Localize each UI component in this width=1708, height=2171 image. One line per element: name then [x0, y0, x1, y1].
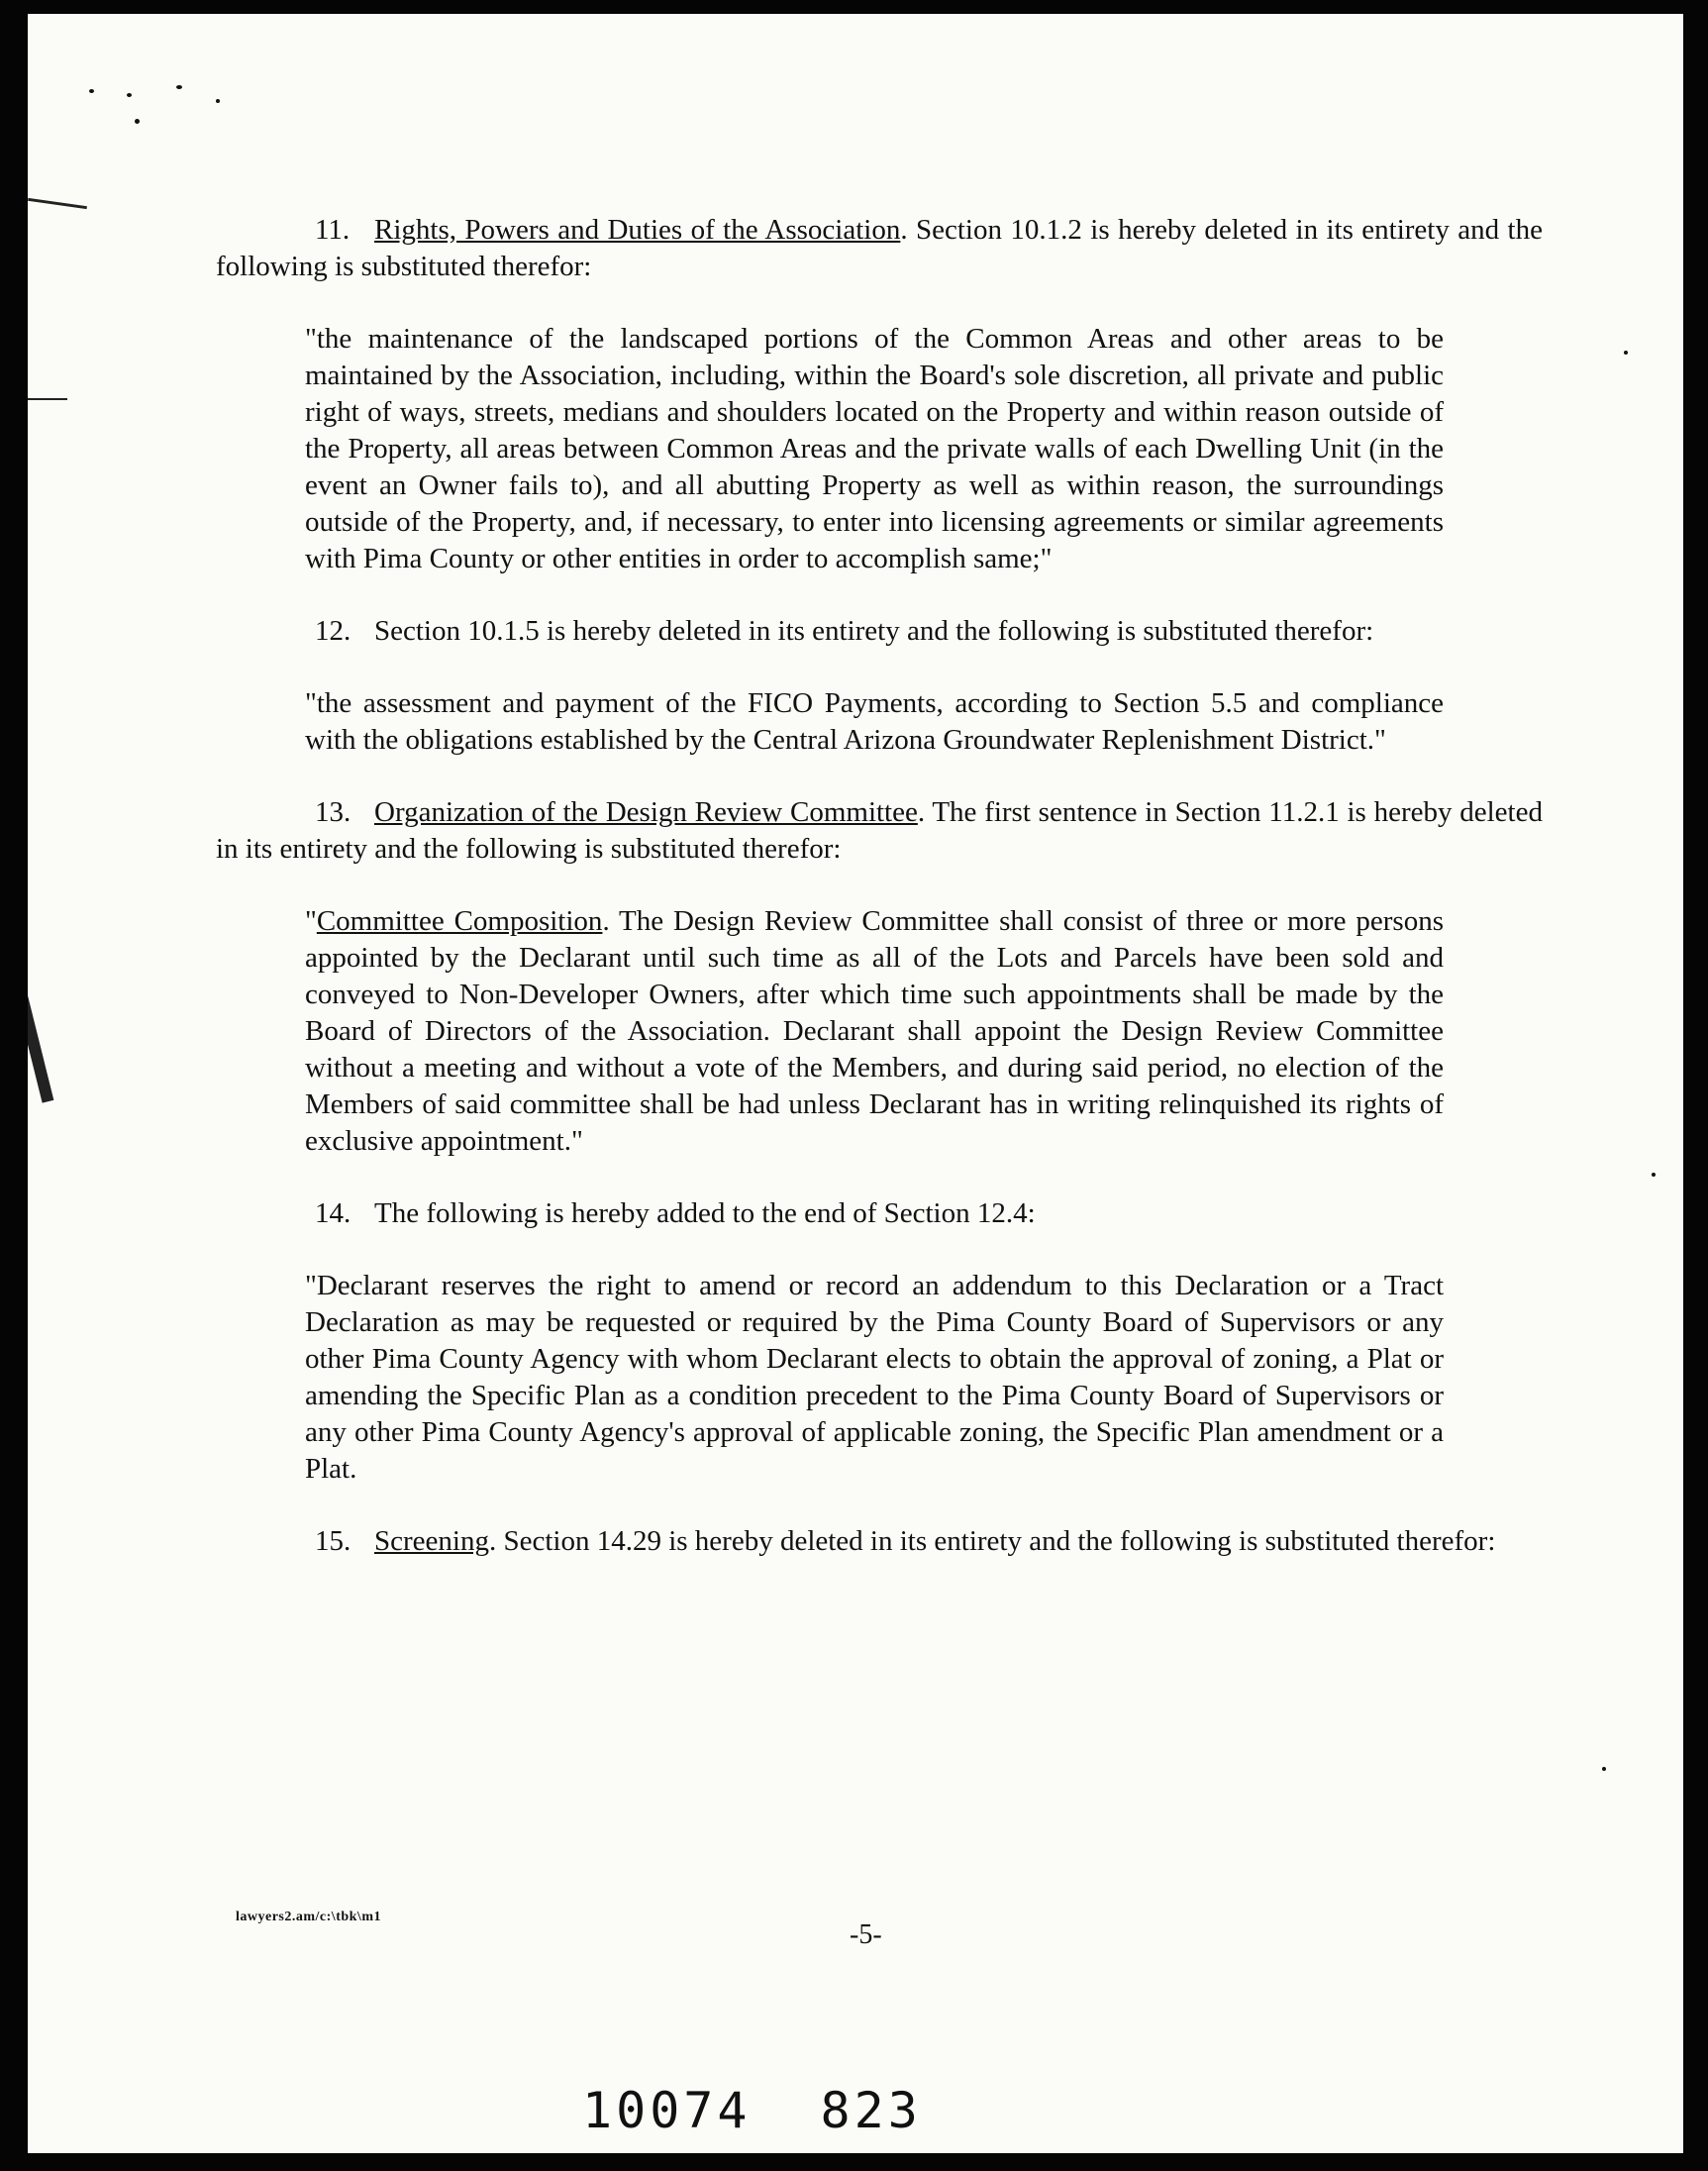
section-13 — [216, 794, 1543, 1160]
scan-edge-mark — [28, 984, 53, 1102]
document-page — [28, 14, 1683, 2153]
section-heading: Rights, Powers and Duties of the Association — [374, 214, 901, 246]
scan-speck — [89, 89, 94, 93]
document-body — [216, 212, 1543, 1596]
scan-speck — [127, 93, 132, 97]
section-14-quote: "Declarant reserves the right to amend or record an addendum to this Declaration or a Tract Declaration as may be requested or required by the Pima County Board of Supervisors or any other Pima County Agency with whom Declarant elects to obtain the approval of zoning, a Plat or amending the Specific Plan as a condition precedent to the Pima County Board of Supervisors or any other Pima County Agency's approval of applicable zoning, the Specific Plan amendment or a Plat. — [305, 1270, 1444, 1485]
scan-speck — [135, 119, 140, 124]
section-number: 15. — [315, 1525, 352, 1557]
section-11-quote: "the maintenance of the landscaped portions of the Common Areas and other areas to be maintained by the Association, including, within the Board's sole discretion, all private and public right of ways, streets, medians and shoulders located on the Property and within reason outside of the Property, all areas between Common Areas and the private walls of each Dwelling Unit (in the event an Owner fails to), and all abutting Property as well as within reason, the surroundings outside of the Property, and, if necessary, to enter into licensing agreements or similar agreements with Pima County or other entities in order to accomplish same;" — [305, 323, 1444, 574]
section-13-quote — [305, 903, 1444, 1160]
section-intro: Section 10.1.5 is hereby deleted in its entirety and the following is substituted therefor: — [374, 615, 1374, 647]
recording-stamp — [582, 2082, 991, 2139]
section-12-quote: "the assessment and payment of the FICO Payments, according to Section 5.5 and compliance with the obligations established by the Central Arizona Groundwater Replenishment District." — [305, 687, 1444, 756]
section-heading: Screening — [374, 1525, 489, 1557]
footer-page-number: -5- — [850, 1919, 882, 1950]
scan-speck — [1652, 1173, 1656, 1177]
section-11 — [216, 212, 1543, 577]
section-number: 11. — [315, 214, 351, 246]
quote-open-mark: " — [305, 905, 317, 937]
scan-edge-mark — [28, 398, 67, 400]
scan-speck — [1602, 1767, 1606, 1771]
scan-speck — [176, 85, 182, 89]
scan-speck — [216, 99, 220, 103]
scan-speck — [1624, 351, 1628, 355]
section-heading: Organization of the Design Review Committee — [374, 796, 918, 828]
section-number: 12. — [315, 615, 352, 647]
section-15-paragraph — [216, 1523, 1543, 1560]
stamp-book-number: 10074 — [582, 2082, 752, 2139]
section-intro: . Section 14.29 is hereby deleted in its entirety and the following is substituted therefor: — [488, 1525, 1496, 1557]
section-14 — [216, 1195, 1543, 1488]
footer-file-path: lawyers2.am/c:\tbk\m1 — [236, 1910, 381, 1924]
section-intro: . Section 10.1.2 is hereby deleted in its entirety and the following is substituted therefor: — [216, 214, 1543, 282]
section-13-paragraph — [216, 794, 1543, 868]
quote-heading: Committee Composition — [316, 905, 603, 937]
scan-edge-mark — [28, 198, 87, 209]
section-15 — [216, 1523, 1543, 1560]
section-number: 14. — [315, 1197, 352, 1229]
quote-text: . The Design Review Committee shall consist of three or more persons appointed by the Declarant until such time as all of the Lots and Parcels have been sold and conveyed to Non-Developer Owners, after which time such appointments shall be made by the Board of Directors of the Association. Declarant shall appoint the Design Review Committee without a meeting and without a vote of the Members, and during said period, no election of the Members of said committee shall be had unless Declarant has in writing relinquished its rights of exclusive appointment." — [305, 905, 1445, 1157]
section-intro: . The first sentence in Section 11.2.1 is hereby deleted in its entirety and the following is substituted therefor: — [216, 796, 1543, 865]
section-14-paragraph — [216, 1195, 1543, 1232]
section-intro: The following is hereby added to the end of Section 12.4: — [374, 1197, 1036, 1229]
section-11-paragraph — [216, 212, 1543, 285]
section-12-paragraph — [216, 613, 1543, 650]
section-number: 13. — [315, 796, 352, 828]
stamp-page-number: 823 — [820, 2082, 922, 2139]
section-12 — [216, 613, 1543, 759]
